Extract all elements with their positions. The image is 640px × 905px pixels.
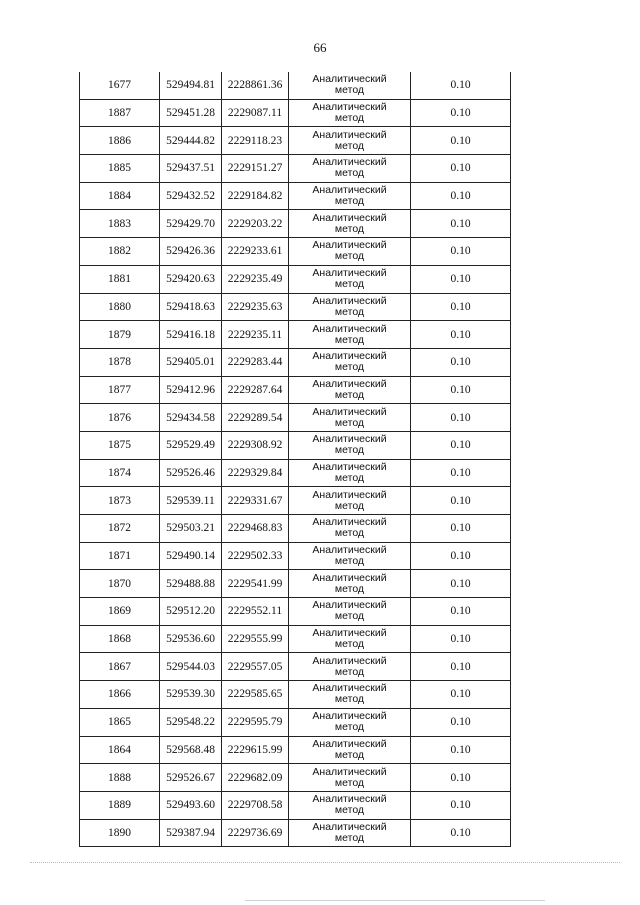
method-label-line2: метод: [334, 84, 365, 97]
table-row: [80, 653, 511, 681]
method-label-line2: метод: [334, 333, 365, 346]
accuracy-cell: 0.10: [411, 72, 511, 99]
point-id-cell: 1878: [80, 348, 160, 376]
table-row: [80, 72, 511, 99]
table-row: [80, 791, 511, 819]
method-label-line2: метод: [334, 831, 365, 844]
method-cell: [289, 431, 411, 459]
method-cell: [289, 182, 411, 210]
method-cell: [289, 404, 411, 432]
table-row: [80, 542, 511, 570]
method-cell: [289, 99, 411, 127]
method-label-line2: метод: [334, 471, 365, 484]
method-label-line1: Аналитический: [312, 460, 387, 473]
method-cell: [289, 625, 411, 653]
method-label-line2: метод: [334, 222, 365, 235]
method-label-line1: Аналитический: [312, 294, 387, 307]
y-coordinate-cell: 2229087.11: [222, 99, 289, 127]
coordinates-table-body: [80, 72, 511, 847]
method-cell: [289, 210, 411, 238]
point-id-cell: 1876: [80, 404, 160, 432]
table-row: [80, 625, 511, 653]
accuracy-cell: 0.10: [411, 515, 511, 543]
scan-artifact-bottom: [245, 900, 545, 901]
accuracy-cell: 0.10: [411, 653, 511, 681]
method-cell: [289, 487, 411, 515]
table-row: [80, 681, 511, 709]
point-id-cell: 1875: [80, 431, 160, 459]
accuracy-cell: 0.10: [411, 625, 511, 653]
method-label-line1: Аналитический: [312, 488, 387, 501]
table-row: [80, 99, 511, 127]
x-coordinate-cell: 529432.52: [160, 182, 222, 210]
point-id-cell: 1890: [80, 819, 160, 847]
y-coordinate-cell: 2229557.05: [222, 653, 289, 681]
method-cell: [289, 321, 411, 349]
x-coordinate-cell: 529488.88: [160, 570, 222, 598]
method-cell: [289, 681, 411, 709]
method-label-line2: метод: [334, 195, 365, 208]
point-id-cell: 1677: [80, 72, 160, 99]
y-coordinate-cell: 2229468.83: [222, 515, 289, 543]
accuracy-cell: 0.10: [411, 321, 511, 349]
x-coordinate-cell: 529412.96: [160, 376, 222, 404]
x-coordinate-cell: 529418.63: [160, 293, 222, 321]
x-coordinate-cell: 529426.36: [160, 238, 222, 266]
point-id-cell: 1874: [80, 459, 160, 487]
method-cell: [289, 293, 411, 321]
method-cell: [289, 598, 411, 626]
method-label-line1: Аналитический: [312, 710, 387, 723]
table-row: [80, 265, 511, 293]
accuracy-cell: 0.10: [411, 681, 511, 709]
method-cell: [289, 515, 411, 543]
x-coordinate-cell: 529539.11: [160, 487, 222, 515]
table-row: [80, 708, 511, 736]
method-cell: [289, 570, 411, 598]
method-cell: [289, 459, 411, 487]
table-row: [80, 819, 511, 847]
method-label-line1: Аналитический: [312, 322, 387, 335]
method-label-line1: Аналитический: [312, 350, 387, 363]
method-label-line2: метод: [334, 776, 365, 789]
table-row: [80, 598, 511, 626]
method-label-line1: Аналитический: [312, 516, 387, 529]
method-cell: [289, 542, 411, 570]
y-coordinate-cell: 2229682.09: [222, 764, 289, 792]
table-row: [80, 321, 511, 349]
method-label-line2: метод: [334, 665, 365, 678]
x-coordinate-cell: 529494.81: [160, 72, 222, 99]
point-id-cell: 1887: [80, 99, 160, 127]
x-coordinate-cell: 529503.21: [160, 515, 222, 543]
point-id-cell: 1880: [80, 293, 160, 321]
method-label-line2: метод: [334, 638, 365, 651]
y-coordinate-cell: 2229289.54: [222, 404, 289, 432]
x-coordinate-cell: 529539.30: [160, 681, 222, 709]
method-label-line1: Аналитический: [312, 211, 387, 224]
y-coordinate-cell: 2229541.99: [222, 570, 289, 598]
method-label-line2: метод: [334, 693, 365, 706]
method-label-line2: метод: [334, 527, 365, 540]
point-id-cell: 1864: [80, 736, 160, 764]
point-id-cell: 1886: [80, 127, 160, 155]
method-cell: [289, 764, 411, 792]
method-label-line1: Аналитический: [312, 267, 387, 280]
accuracy-cell: 0.10: [411, 127, 511, 155]
table-row: [80, 376, 511, 404]
x-coordinate-cell: 529420.63: [160, 265, 222, 293]
method-label-line1: Аналитический: [312, 239, 387, 252]
method-label-line1: Аналитический: [312, 793, 387, 806]
y-coordinate-cell: 2229235.11: [222, 321, 289, 349]
accuracy-cell: 0.10: [411, 598, 511, 626]
method-cell: [289, 155, 411, 183]
y-coordinate-cell: 2229555.99: [222, 625, 289, 653]
method-label-line1: Аналитический: [312, 101, 387, 114]
x-coordinate-cell: 529444.82: [160, 127, 222, 155]
y-coordinate-cell: 2229585.65: [222, 681, 289, 709]
method-label-line1: Аналитический: [312, 599, 387, 612]
method-label-line2: метод: [334, 278, 365, 291]
method-cell: [289, 653, 411, 681]
y-coordinate-cell: 2229235.63: [222, 293, 289, 321]
method-label-line1: Аналитический: [312, 737, 387, 750]
method-label-line2: метод: [334, 361, 365, 374]
scan-artifact-line: [30, 862, 620, 864]
y-coordinate-cell: 2229736.69: [222, 819, 289, 847]
accuracy-cell: 0.10: [411, 265, 511, 293]
y-coordinate-cell: 2229552.11: [222, 598, 289, 626]
method-label-line2: метод: [334, 748, 365, 761]
y-coordinate-cell: 2229502.33: [222, 542, 289, 570]
x-coordinate-cell: 529429.70: [160, 210, 222, 238]
method-label-line1: Аналитический: [312, 377, 387, 390]
table-row: [80, 764, 511, 792]
x-coordinate-cell: 529387.94: [160, 819, 222, 847]
point-id-cell: 1869: [80, 598, 160, 626]
table-row: [80, 348, 511, 376]
method-label-line2: метод: [334, 582, 365, 595]
point-id-cell: 1885: [80, 155, 160, 183]
method-label-line1: Аналитический: [312, 654, 387, 667]
accuracy-cell: 0.10: [411, 431, 511, 459]
method-label-line1: Аналитический: [312, 682, 387, 695]
x-coordinate-cell: 529434.58: [160, 404, 222, 432]
table-row: [80, 293, 511, 321]
x-coordinate-cell: 529526.67: [160, 764, 222, 792]
method-label-line1: Аналитический: [312, 627, 387, 640]
x-coordinate-cell: 529529.49: [160, 431, 222, 459]
table-row: [80, 515, 511, 543]
table-row: [80, 404, 511, 432]
point-id-cell: 1870: [80, 570, 160, 598]
method-label-line1: Аналитический: [312, 820, 387, 833]
method-label-line1: Аналитический: [312, 571, 387, 584]
y-coordinate-cell: 2229708.58: [222, 791, 289, 819]
method-label-line2: метод: [334, 555, 365, 568]
method-cell: [289, 819, 411, 847]
method-label-line2: метод: [334, 139, 365, 152]
x-coordinate-cell: 529493.60: [160, 791, 222, 819]
accuracy-cell: 0.10: [411, 376, 511, 404]
accuracy-cell: 0.10: [411, 791, 511, 819]
method-cell: [289, 791, 411, 819]
accuracy-cell: 0.10: [411, 570, 511, 598]
x-coordinate-cell: 529437.51: [160, 155, 222, 183]
table-row: [80, 210, 511, 238]
x-coordinate-cell: 529490.14: [160, 542, 222, 570]
accuracy-cell: 0.10: [411, 819, 511, 847]
x-coordinate-cell: 529526.46: [160, 459, 222, 487]
y-coordinate-cell: 2229118.23: [222, 127, 289, 155]
y-coordinate-cell: 2229184.82: [222, 182, 289, 210]
point-id-cell: 1889: [80, 791, 160, 819]
accuracy-cell: 0.10: [411, 708, 511, 736]
accuracy-cell: 0.10: [411, 404, 511, 432]
x-coordinate-cell: 529512.20: [160, 598, 222, 626]
point-id-cell: 1882: [80, 238, 160, 266]
method-label-line2: метод: [334, 804, 365, 817]
accuracy-cell: 0.10: [411, 238, 511, 266]
method-cell: [289, 265, 411, 293]
method-label-line1: Аналитический: [312, 405, 387, 418]
table-row: [80, 459, 511, 487]
y-coordinate-cell: 2229203.22: [222, 210, 289, 238]
method-label-line1: Аналитический: [312, 544, 387, 557]
coordinates-table: [79, 72, 511, 847]
x-coordinate-cell: 529548.22: [160, 708, 222, 736]
accuracy-cell: 0.10: [411, 182, 511, 210]
method-label-line2: метод: [334, 499, 365, 512]
accuracy-cell: 0.10: [411, 764, 511, 792]
method-label-line1: Аналитический: [312, 433, 387, 446]
method-cell: [289, 708, 411, 736]
y-coordinate-cell: 2229308.92: [222, 431, 289, 459]
method-cell: [289, 376, 411, 404]
accuracy-cell: 0.10: [411, 99, 511, 127]
point-id-cell: 1867: [80, 653, 160, 681]
method-label-line1: Аналитический: [312, 128, 387, 141]
accuracy-cell: 0.10: [411, 155, 511, 183]
table-row: [80, 127, 511, 155]
y-coordinate-cell: 2229595.79: [222, 708, 289, 736]
method-label-line2: метод: [334, 610, 365, 623]
table-row: [80, 238, 511, 266]
method-label-line2: метод: [334, 250, 365, 263]
method-cell: [289, 127, 411, 155]
accuracy-cell: 0.10: [411, 736, 511, 764]
table-row: [80, 182, 511, 210]
x-coordinate-cell: 529416.18: [160, 321, 222, 349]
method-label-line2: метод: [334, 305, 365, 318]
method-label-line2: метод: [334, 167, 365, 180]
method-cell: [289, 238, 411, 266]
y-coordinate-cell: 2229235.49: [222, 265, 289, 293]
method-cell: [289, 72, 411, 99]
point-id-cell: 1884: [80, 182, 160, 210]
page-number: 66: [313, 40, 327, 55]
y-coordinate-cell: 2229287.64: [222, 376, 289, 404]
accuracy-cell: 0.10: [411, 210, 511, 238]
table-row: [80, 487, 511, 515]
accuracy-cell: 0.10: [411, 293, 511, 321]
point-id-cell: 1888: [80, 764, 160, 792]
y-coordinate-cell: 2229329.84: [222, 459, 289, 487]
accuracy-cell: 0.10: [411, 348, 511, 376]
method-cell: [289, 348, 411, 376]
accuracy-cell: 0.10: [411, 542, 511, 570]
point-id-cell: 1865: [80, 708, 160, 736]
point-id-cell: 1881: [80, 265, 160, 293]
method-label-line1: Аналитический: [312, 156, 387, 169]
y-coordinate-cell: 2229233.61: [222, 238, 289, 266]
y-coordinate-cell: 2229331.67: [222, 487, 289, 515]
point-id-cell: 1871: [80, 542, 160, 570]
x-coordinate-cell: 529405.01: [160, 348, 222, 376]
accuracy-cell: 0.10: [411, 487, 511, 515]
point-id-cell: 1872: [80, 515, 160, 543]
x-coordinate-cell: 529544.03: [160, 653, 222, 681]
y-coordinate-cell: 2229283.44: [222, 348, 289, 376]
point-id-cell: 1866: [80, 681, 160, 709]
y-coordinate-cell: 2229151.27: [222, 155, 289, 183]
x-coordinate-cell: 529536.60: [160, 625, 222, 653]
table-row: [80, 570, 511, 598]
y-coordinate-cell: 2229615.99: [222, 736, 289, 764]
point-id-cell: 1883: [80, 210, 160, 238]
x-coordinate-cell: 529568.48: [160, 736, 222, 764]
method-label-line2: метод: [334, 444, 365, 457]
point-id-cell: 1873: [80, 487, 160, 515]
method-label-line1: Аналитический: [312, 73, 387, 86]
point-id-cell: 1879: [80, 321, 160, 349]
method-label-line2: метод: [334, 388, 365, 401]
table-row: [80, 431, 511, 459]
x-coordinate-cell: 529451.28: [160, 99, 222, 127]
accuracy-cell: 0.10: [411, 459, 511, 487]
table-row: [80, 155, 511, 183]
y-coordinate-cell: 2228861.36: [222, 72, 289, 99]
point-id-cell: 1877: [80, 376, 160, 404]
method-label-line2: метод: [334, 416, 365, 429]
method-label-line1: Аналитический: [312, 765, 387, 778]
method-label-line2: метод: [334, 721, 365, 734]
table-row: [80, 736, 511, 764]
method-label-line1: Аналитический: [312, 184, 387, 197]
point-id-cell: 1868: [80, 625, 160, 653]
method-label-line2: метод: [334, 112, 365, 125]
method-cell: [289, 736, 411, 764]
